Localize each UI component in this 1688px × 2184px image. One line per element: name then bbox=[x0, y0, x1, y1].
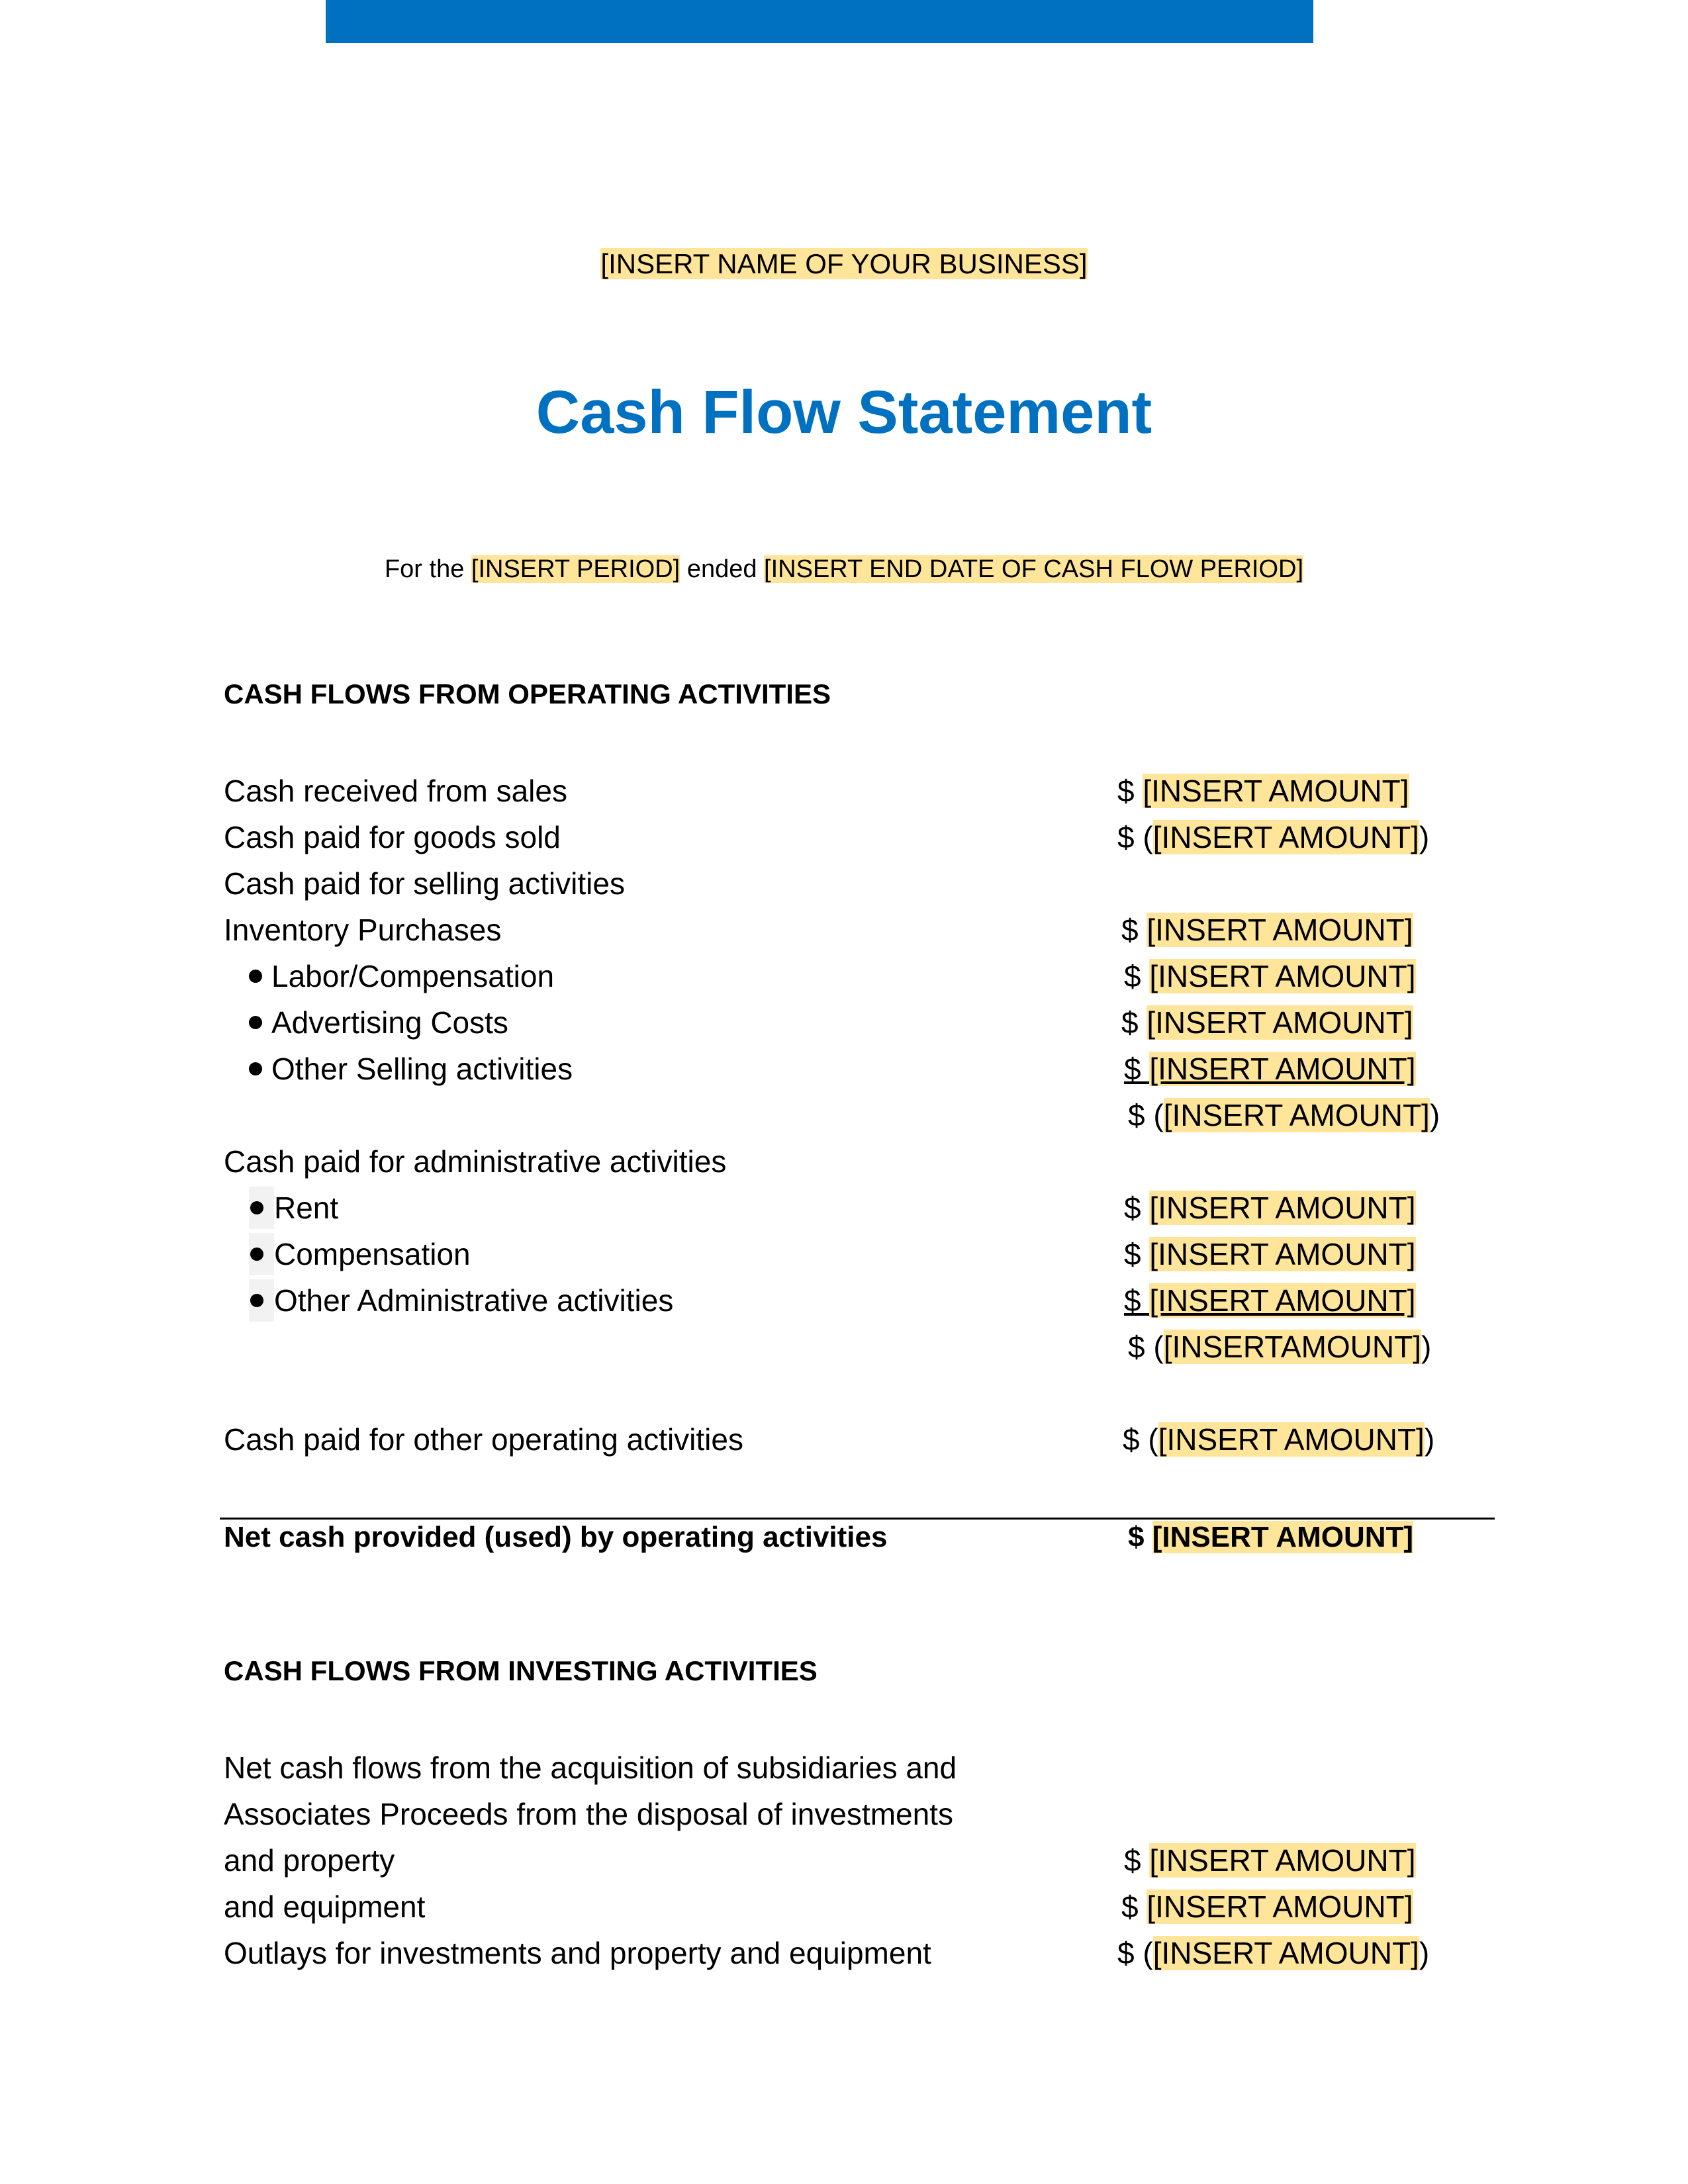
line-item-amount bbox=[1121, 1884, 1413, 1930]
amount-placeholder[interactable]: [INSERT AMOUNT] bbox=[1163, 1098, 1430, 1132]
net-operating-amount bbox=[1128, 1514, 1413, 1561]
line-item-label: Cash paid for goods sold bbox=[224, 820, 561, 854]
line-item bbox=[224, 814, 1481, 860]
subtotal-line bbox=[224, 1092, 1481, 1138]
period-placeholder[interactable]: [INSERT PERIOD] bbox=[471, 555, 680, 583]
bullet-icon bbox=[250, 1248, 263, 1261]
line-item bbox=[224, 1416, 1481, 1463]
amount-placeholder[interactable]: [INSERT AMOUNT] bbox=[1152, 820, 1419, 854]
line-item bbox=[224, 1745, 1481, 1791]
line-item bbox=[224, 768, 1481, 814]
line-item bbox=[224, 1277, 1481, 1324]
currency-sign: $ ( bbox=[1128, 1330, 1164, 1364]
amount-placeholder[interactable]: [INSERT AMOUNT] bbox=[1158, 1422, 1425, 1457]
bullet-icon bbox=[250, 1294, 263, 1307]
amount-placeholder[interactable]: [INSERT AMOUNT] bbox=[1147, 913, 1413, 947]
line-item-amount bbox=[1121, 999, 1413, 1046]
line-item-amount bbox=[1124, 1277, 1416, 1324]
bullet-icon bbox=[249, 1016, 262, 1029]
line-item-label: Cash received from sales bbox=[224, 774, 567, 808]
amount-placeholder[interactable]: [INSERT AMOUNT] bbox=[1149, 1052, 1416, 1086]
line-item-amount bbox=[1124, 1231, 1416, 1277]
line-item-label: Associates Proceeds from the disposal of investments bbox=[224, 1797, 953, 1831]
line-item-amount bbox=[1123, 1416, 1434, 1463]
amount-placeholder[interactable]: [INSERT AMOUNT] bbox=[1152, 1936, 1419, 1970]
amount-placeholder[interactable]: [INSERT AMOUNT] bbox=[1149, 1283, 1416, 1318]
line-item-label bbox=[249, 999, 508, 1046]
business-name-placeholder[interactable]: [INSERT NAME OF YOUR BUSINESS] bbox=[600, 248, 1088, 279]
line-item bbox=[224, 1185, 1481, 1231]
amount-placeholder[interactable]: [INSERT AMOUNT] bbox=[1147, 1005, 1413, 1040]
line-item-amount bbox=[1117, 1930, 1429, 1976]
line-item-label: and equipment bbox=[224, 1889, 426, 1924]
subtotal-amount bbox=[1128, 1324, 1431, 1370]
line-item bbox=[224, 953, 1481, 999]
subtotal-line bbox=[224, 1324, 1481, 1370]
period-prefix: For the bbox=[384, 555, 465, 583]
line-item-label bbox=[249, 1046, 573, 1092]
line-item-label: Inventory Purchases bbox=[224, 913, 502, 947]
amount-placeholder[interactable]: [INSERT AMOUNT] bbox=[1149, 959, 1416, 993]
line-item bbox=[224, 1046, 1481, 1092]
close-paren: ) bbox=[1419, 1936, 1430, 1970]
currency-sign: $ ( bbox=[1117, 820, 1153, 854]
line-item-label: Cash paid for administrative activities bbox=[224, 1144, 727, 1179]
line-item bbox=[224, 860, 1481, 907]
currency-sign: $ bbox=[1124, 1283, 1141, 1318]
currency-sign: $ bbox=[1121, 1889, 1139, 1924]
line-item-text: Other Administrative activities bbox=[274, 1283, 674, 1318]
amount-placeholder[interactable]: [INSERT AMOUNT] bbox=[1152, 1521, 1414, 1553]
investing-heading: CASH FLOWS FROM INVESTING ACTIVITIES bbox=[224, 1655, 818, 1686]
line-item-label: and property bbox=[224, 1843, 395, 1878]
line-item-text: Other Selling activities bbox=[271, 1052, 573, 1086]
line-item-label bbox=[249, 953, 554, 999]
line-item-amount bbox=[1124, 1046, 1416, 1092]
line-item-text: Advertising Costs bbox=[271, 1005, 508, 1040]
currency-sign: $ ( bbox=[1123, 1422, 1158, 1457]
amount-placeholder[interactable]: [INSERT AMOUNT] bbox=[1149, 1237, 1416, 1271]
end-date-placeholder[interactable]: [INSERT END DATE OF CASH FLOW PERIOD] bbox=[764, 555, 1304, 583]
line-item bbox=[224, 907, 1481, 953]
amount-placeholder[interactable]: [INSERT AMOUNT] bbox=[1149, 1843, 1416, 1878]
line-item-amount bbox=[1124, 953, 1416, 999]
line-item-amount bbox=[1121, 907, 1413, 953]
net-operating-label: Net cash provided (used) by operating activities bbox=[224, 1521, 888, 1553]
line-item-text: Compensation bbox=[274, 1237, 471, 1271]
amount-placeholder[interactable]: [INSERT AMOUNT] bbox=[1147, 1889, 1413, 1924]
line-item bbox=[224, 1138, 1481, 1185]
currency-sign: $ bbox=[1121, 1005, 1139, 1040]
currency-sign: $ bbox=[1124, 1191, 1141, 1225]
bullet-icon bbox=[249, 1062, 262, 1075]
close-paren: ) bbox=[1421, 1330, 1432, 1364]
close-paren: ) bbox=[1419, 820, 1430, 854]
subtotal-amount bbox=[1128, 1092, 1440, 1138]
bullet-icon bbox=[250, 1201, 263, 1214]
line-item bbox=[224, 1884, 1481, 1930]
line-item-label: Net cash flows from the acquisition of subsidiaries and bbox=[224, 1751, 957, 1785]
line-item-label: Cash paid for selling activities bbox=[224, 866, 625, 901]
line-item bbox=[224, 999, 1481, 1046]
line-item-label: Outlays for investments and property and equipment bbox=[224, 1936, 931, 1970]
line-item bbox=[224, 1231, 1481, 1277]
line-item-amount bbox=[1124, 1185, 1416, 1231]
currency-sign: $ bbox=[1128, 1521, 1145, 1553]
currency-sign: $ bbox=[1124, 959, 1141, 993]
amount-placeholder[interactable]: [INSERT AMOUNT] bbox=[1143, 774, 1409, 808]
line-item-amount bbox=[1124, 1837, 1416, 1884]
amount-placeholder[interactable]: [INSERTAMOUNT] bbox=[1163, 1330, 1422, 1364]
line-item bbox=[224, 1791, 1481, 1837]
line-item-text: Rent bbox=[274, 1191, 339, 1225]
line-item-label: Cash paid for other operating activities bbox=[224, 1422, 743, 1457]
period-mid: ended bbox=[686, 555, 757, 583]
line-item bbox=[224, 1930, 1481, 1976]
currency-sign: $ bbox=[1121, 913, 1139, 947]
line-item bbox=[224, 1837, 1481, 1884]
currency-sign: $ ( bbox=[1117, 1936, 1153, 1970]
line-item-label bbox=[249, 1185, 338, 1231]
line-item-label bbox=[249, 1277, 673, 1324]
close-paren: ) bbox=[1429, 1098, 1440, 1132]
line-item-amount bbox=[1117, 814, 1429, 860]
amount-placeholder[interactable]: [INSERT AMOUNT] bbox=[1149, 1191, 1416, 1225]
operating-heading: CASH FLOWS FROM OPERATING ACTIVITIES bbox=[224, 678, 831, 709]
currency-sign: $ bbox=[1124, 1052, 1141, 1086]
page-title: Cash Flow Statement bbox=[536, 379, 1152, 446]
header-accent-bar bbox=[326, 0, 1313, 43]
currency-sign: $ ( bbox=[1128, 1098, 1164, 1132]
currency-sign: $ bbox=[1117, 774, 1135, 808]
close-paren: ) bbox=[1424, 1422, 1435, 1457]
net-operating-total bbox=[224, 1514, 1481, 1561]
line-item-text: Labor/Compensation bbox=[271, 959, 555, 993]
period-line bbox=[0, 552, 1688, 586]
business-name-line bbox=[0, 246, 1688, 282]
bullet-icon bbox=[249, 970, 262, 983]
currency-sign: $ bbox=[1124, 1843, 1141, 1878]
currency-sign: $ bbox=[1124, 1237, 1141, 1271]
line-item-amount bbox=[1117, 768, 1409, 814]
line-item-label bbox=[249, 1231, 471, 1277]
